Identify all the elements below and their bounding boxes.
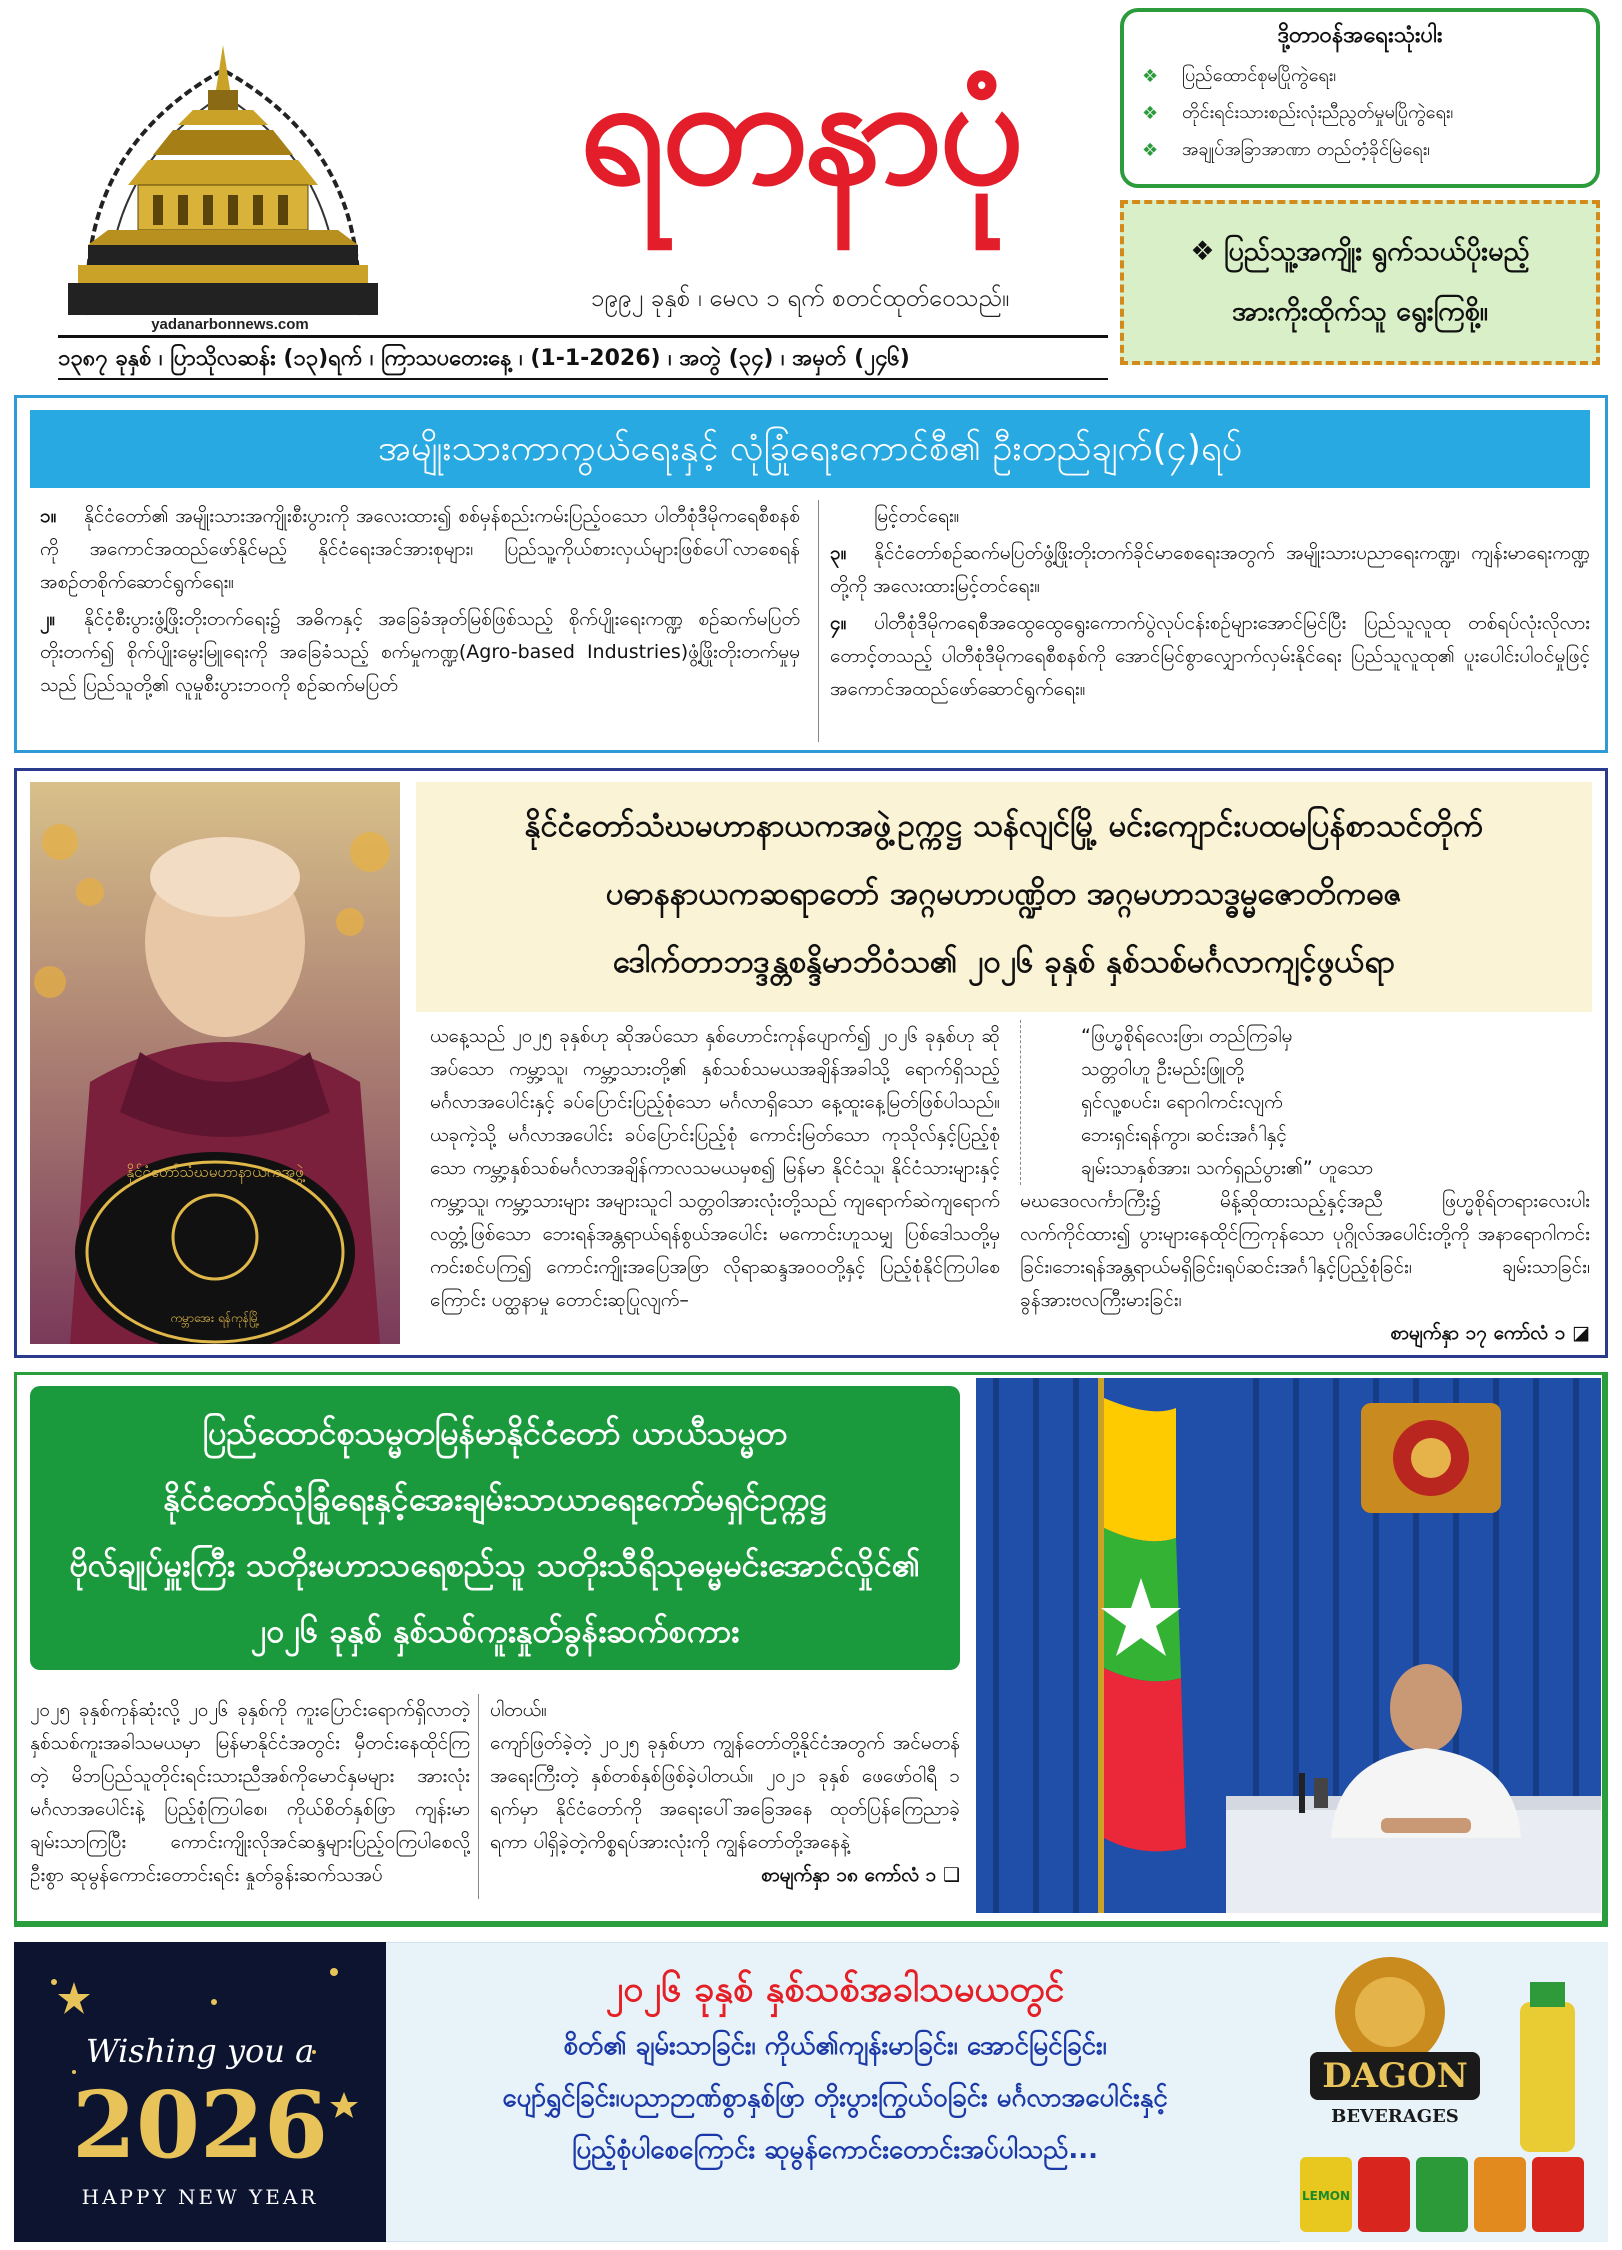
- point-number: ၃။: [830, 542, 847, 564]
- point-text: နိုင်ငံတော်စဉ်ဆက်မပြတ်ဖွံ့ဖြိုးတိုးတက်ခိုင်မာစေရေးအတွက် အမျိုးသားပညာရေးကဏ္ဍ၊ ကျန်းမာရေးကဏ္ဍတို့ကို အလေးထားမြင့်တင်ရေး။: [830, 542, 1590, 597]
- article-headline: [30, 1386, 960, 1670]
- promo-line: အားကိုးထိုက်သူ ရွေးကြစို့။: [1232, 296, 1488, 327]
- election-promo-box: [1120, 200, 1600, 365]
- continued-link[interactable]: စာမျက်နှာ ၁၇ ကော်လံ ၁ ◪: [1390, 1322, 1590, 1344]
- point-text: နိုင်ငံ့စီးပွားဖွံ့ဖြိုးတိုးတက်ရေး၌ အဓိကနှင့် အခြေခံအုတ်မြစ်ဖြစ်သည့် စိုက်ပျိုးရေးကဏ္ဍ စဉ်ဆက်မပြတ်တိုးတက်၍ စိုက်ပျိုးမွေးမြူရေးကို အခြေခံသည့် စက်မှုကဏ္ဍ(Agro-based Industries)ဖွံ့ဖြိုးတိုးတက်မှုမှသည် ပြည်သူတို့၏ လူမှုစီးပွားဘဝကို စဉ်ဆက်မပြတ်: [40, 608, 800, 696]
- newspaper-title: ရတနာပုံ: [579, 42, 1021, 218]
- myanmar-flag: [1098, 1378, 1186, 1913]
- verse-line: “ဖြဟ္မစိုရ်လေးဖြာ၊ တည်ကြခါမှ: [1081, 1025, 1293, 1047]
- headline-line: ပြည်ထောင်စုသမ္မတမြန်မာနိုင်ငံတော် ယာယီသမ္မတ: [202, 1414, 788, 1452]
- numbered-point: [830, 607, 1590, 706]
- palace-logo: [58, 30, 388, 320]
- state-emblem: [1361, 1403, 1501, 1513]
- column-divider: [818, 500, 819, 742]
- column-divider: [478, 1694, 479, 1899]
- numbered-point: [40, 500, 800, 599]
- ad-text: [400, 1960, 1270, 2176]
- headline-line: ပဓာနနာယကဆရာတော် အဂ္ဂမဟာပဏ္ဍိတ အဂ္ဂမဟာသဒ္ဓမ္မဇောတိကဓဇ: [605, 876, 1403, 912]
- article-body-left: ၂၀၂၅ ခုနှစ်ကုန်ဆုံးလို့ ၂၀၂၆ ခုနှစ်ကို ကူးပြောင်းရောက်ရှိလာတဲ့ နှစ်သစ်ကူးအခါသမယမှာ မြန်မာနိုင်ငံအတွင်း မှီတင်းနေထိုင်ကြတဲ့ မိဘပြည်သူတိုင်းရင်းသားညီအစ်ကိုမောင်နှမများ အားလုံး မင်္ဂလာအပေါင်းနဲ့ ပြည့်စုံကြပါစေ၊ ကိုယ်စိတ်နှစ်ဖြာ ကျန်းမာချမ်းသာကြပြီး ကောင်းကျိုးလိုအင်ဆန္ဒများပြည့်ဝကြပါစေလို့ ဦးစွာ ဆုမွန်ကောင်းတောင်းရင်း နှုတ်ခွန်းဆက်သအပ်: [30, 1699, 470, 1886]
- founded-line: ၁၉၉၂ ခုနှစ် ၊ မေလ ၁ ရက် စတင်ထုတ်ဝေသည်။: [590, 284, 1010, 312]
- duty-item-text: တိုင်းရင်းသားစည်းလုံးညီညွတ်မှုမပြိုကွဲရေး၊: [1182, 102, 1454, 123]
- diamond-bullet-icon: ❖: [1142, 140, 1159, 161]
- headline-line: ဒေါက်တာဘဒ္ဒန္တစန္ဒိမာဘိဝံသ၏ ၂၀၂၆ ခုနှစ် နှစ်သစ်မင်္ဂလာကျင့်ဖွယ်ရာ: [613, 944, 1395, 980]
- ad-line: ပြည့်စုံပါစေကြောင်း ဆုမွန်ကောင်းတောင်းအပ်ပါသည်...: [571, 2135, 1098, 2165]
- point-number: ၄။: [830, 612, 847, 634]
- year-text: 2026: [71, 2071, 329, 2179]
- headline-line: ဗိုလ်ချုပ်မှူးကြီး သတိုးမဟာသရေစည်သူ သတိုးသီရိသုဓမ္မမင်းအောင်လှိုင်၏: [69, 1546, 921, 1584]
- duty-item-text: ပြည်ထောင်စုမပြိုကွဲရေး၊: [1182, 65, 1337, 86]
- point-text: နိုင်ငံတော်၏ အမျိုးသားအကျိုးစီးပွားကို အလေးထား၍ စစ်မှန်စည်းကမ်းပြည့်ဝသော ပါတီစုံဒီမိုကရေစီစနစ်ကို အကောင်အထည်ဖော်နိုင်မည့် နိုင်ငံရေးအင်အားစုများ၊ ပြည်သူ့ကိုယ်စားလှယ်များဖြစ်ပေါ်လာစေရန် အစဉ်တစိုက်ဆောင်ရွက်ရေး။: [40, 505, 800, 593]
- diamond-bullet-icon: ❖: [1142, 103, 1159, 124]
- brand-sub: BEVERAGES: [1331, 2106, 1459, 2127]
- point-text: ပါတီစုံဒီမိုကရေစီအထွေထွေရွေးကောက်ပွဲလုပ်ငန်းစဉ်များအောင်မြင်ပြီး ပြည်သူလူထု တစ်ရပ်လုံးလိုလားတောင့်တသည့် ပါတီစုံဒီမိုကရေစီစနစ်ကို အောင်မြင်စွာလျှောက်လှမ်းနိုင်ရေး ပြည်သူလူထု၏ ပူးပေါင်းပါဝင်မှုဖြင့် အကောင်အထည်ဖော်ဆောင်ရွက်ရေး။: [830, 612, 1590, 700]
- verse-line: ဘေးရှင်းရန်ကွာ၊ ဆင်းအင်္ဂါနှင့်: [1081, 1124, 1287, 1146]
- duty-title: ဒို့တာဝန်အရေးသုံးပါး: [1277, 23, 1443, 48]
- point-text: မြင့်တင်ရေး။: [874, 505, 960, 527]
- continued-link[interactable]: စာမျက်နှာ ၁၈ ကော်လံ ၁ ❑: [761, 1864, 960, 1886]
- happy-new-year-text: HAPPY NEW YEAR: [81, 2185, 319, 2209]
- ad-line: စိတ်၏ ချမ်းသာခြင်း၊ ကိုယ်၏ကျန်းမာခြင်း၊ အောင်မြင်ခြင်း၊: [563, 2031, 1107, 2061]
- duty-item-text: အချုပ်အခြာအာဏာ တည်တံ့ခိုင်မြဲရေး၊: [1182, 139, 1431, 160]
- numbered-point: [830, 537, 1590, 603]
- wishing-text: Wishing you a: [85, 2032, 315, 2070]
- monk-portrait-image: [30, 782, 400, 1344]
- duty-box: [1120, 8, 1600, 188]
- headline-line: ၂၀၂၆ ခုနှစ် နှစ်သစ်ကူးနှုတ်ခွန်းဆက်စကား: [250, 1612, 740, 1650]
- seal-label: နိုင်ငံတော်သံဃမဟာနာယကအဖွဲ့: [126, 1163, 304, 1181]
- happy-new-year-banner: [14, 1942, 386, 2242]
- article-body-left: ယနေ့သည် ၂၀၂၅ ခုနှစ်ဟု ဆိုအပ်သော နှစ်ဟောင်းကုန်ပျောက်၍ ၂၀၂၆ ခုနှစ်ဟု ဆိုအပ်သော ကမ္ဘာ့သူ၊ ကမ္ဘာ့သားတို့၏ နှစ်သစ်သမယအချိန်အခါသို့ ရောက်ရှိသည့် မင်္ဂလာအပေါင်းနှင့် ခပ်ပြောင်းပြည့်စုံသော မင်္ဂလာရှိသော နေ့ထူးနေ့မြတ်ဖြစ်ပါသည်။ ယခုကဲ့သို့ မင်္ဂလာအပေါင်း ခပ်ပြောင်းပြည့်စုံ ကောင်းမြတ်သော ကုသိုလ်နှင့်ပြည့်စုံသော ကမ္ဘာ့နှစ်သစ်မင်္ဂလာအချိန်ကာလသမယမှစ၍ မြန်မာ နိုင်ငံသူ၊ နိုင်ငံသားများနှင့် ကမ္ဘာ့သူ၊ ကမ္ဘာ့သားများ အများသူငါ သတ္တဝါအားလုံးတို့သည် ကျရောက်ဆဲကျရောက်လတ္တံ့ဖြစ်သော ဘေးရန်အန္တရာယ်ရန်စွယ်အပေါင်း မကောင်းဟူသမျှ ပြစ်ဒေါသတို့မှ ကင်းစင်ပကြ၍ ကောင်းကျိုးအပြေအဖြာ လိုရာဆန္ဒအဝဝတို့နှင့် ပြည့်စုံနိုင်ကြပါစေကြောင်း ပတ္ထနာမှု တောင်းဆုပြုလျက်–: [430, 1025, 1000, 1311]
- duty-item: [1142, 137, 1578, 164]
- website-url: yadanarbonnews.com: [151, 316, 309, 333]
- numbered-point: [40, 603, 800, 702]
- ad-line: ပျော်ရွှင်ခြင်း၊ပညာဉာဏ်စွာနှစ်ဖြာ တိုးပွားကြွယ်ဝခြင်း မင်္ဂလာအပေါင်းနှင့်: [502, 2083, 1168, 2113]
- article-body-right: [490, 1694, 960, 1892]
- dagon-beverages-logo: [1280, 1942, 1608, 2242]
- point-number: ၂။: [40, 608, 56, 630]
- brand-name: DAGON: [1322, 2056, 1468, 2096]
- verse-line: ရှင်လူ့စပင်း၊ ရောဂါကင်းလျက်: [1081, 1091, 1283, 1113]
- body-text: ပါတယ်။ ကျော်ဖြတ်ခဲ့တဲ့ ၂၀၂၅ ခုနှစ်ဟာ ကျွန်တော်တို့နိုင်ငံအတွက် အင်မတန်အရေးကြီးတဲ့ နှစ်တစ်နှစ်ဖြစ်ခဲ့ပါတယ်။ ၂၀၂၁ ခုနှစ် ဖေဖော်ဝါရီ ၁ ရက်မှာ နိုင်ငံတော်ကို အရေးပေါ်အခြေအနေ ထုတ်ပြန်ကြေညာခဲ့ရကာ ပါရှိခဲ့တဲ့ကိစ္စရပ်အားလုံးကို ကျွန်တော်တို့အနေနဲ့: [490, 1699, 960, 1853]
- numbered-point: [830, 500, 1590, 533]
- duty-item: [1142, 100, 1578, 127]
- verse-line: ချမ်းသာနှစ်အား၊ သက်ရှည်ပွား၏” ဟူသော: [1081, 1157, 1374, 1179]
- ad-title: ၂၀၂၆ ခုနှစ် နှစ်သစ်အခါသမယတွင်: [605, 1969, 1065, 2010]
- divider: [58, 335, 1108, 338]
- article-headline: [416, 782, 1592, 1012]
- promo-line: ❖ ပြည်သူ့အကျိုး ရွက်သယ်ပိုးမည့်: [1190, 236, 1530, 267]
- divider: [58, 378, 1108, 380]
- verse-block: [1020, 1020, 1590, 1185]
- article-column-left: [40, 500, 800, 706]
- headline-line: နိုင်ငံတော်လုံခြုံရေးနှင့်အေးချမ်းသာယာရေးကော်မရှင်ဥက္ကဋ္ဌ: [163, 1480, 827, 1518]
- article-body-right: [1020, 1020, 1590, 1350]
- leader-address-image: [976, 1378, 1601, 1913]
- headline-line: နိုင်ငံတော်သံဃမဟာနာယကအဖွဲ့ဥက္ကဋ္ဌ သန်လျင်မြို့ မင်းကျောင်းပထမပြန်စာသင်တိုက်: [524, 808, 1484, 844]
- duty-item: [1142, 63, 1578, 90]
- verse-line: သတ္တဝါဟူ ဦးမည်းဖြူတို့: [1081, 1058, 1244, 1080]
- article-headline: အမျိုးသားကာကွယ်ရေးနှင့် လုံခြုံရေးကောင်စီ၏ ဦးတည်ချက်(၄)ရပ်: [30, 410, 1590, 488]
- body-text: မဃဒေဝလင်္ကာကြီး၌ မိန့်ဆိုထားသည့်နှင့်အညီ ဖြဟ္မစိုရ်တရားလေးပါး လက်ကိုင်ထား၍ ပွားများနေထိုင်ကြကုန်သော ပုဂ္ဂိုလ်အပေါင်းတို့ကို အနာရောဂါကင်းခြင်း၊ဘေးရန်အန္တရာယ်မရှိခြင်း၊ရုပ်ဆင်းအင်္ဂါနှင့်ပြည့်စုံခြင်း၊ ချမ်းသာခြင်း၊ ခွန်အားဗလကြီးမားခြင်း၊: [1020, 1190, 1590, 1311]
- point-number: ၁။: [40, 505, 57, 527]
- can-label: LEMON: [1301, 2189, 1351, 2203]
- article-column-right: [830, 500, 1590, 710]
- seal-caption: ကမ္ဘာအေး ရန်ကုန်မြို့: [170, 1311, 260, 1325]
- diamond-bullet-icon: ❖: [1142, 66, 1159, 87]
- dateline: ၁၃၈၇ ခုနှစ် ၊ ပြာသိုလဆန်း (၁၃)ရက် ၊ ကြာသပတေးနေ့ ၊ (1-1-2026) ၊ အတွဲ (၃၄) ၊ အမှတ် (၂၄၆): [58, 346, 910, 371]
